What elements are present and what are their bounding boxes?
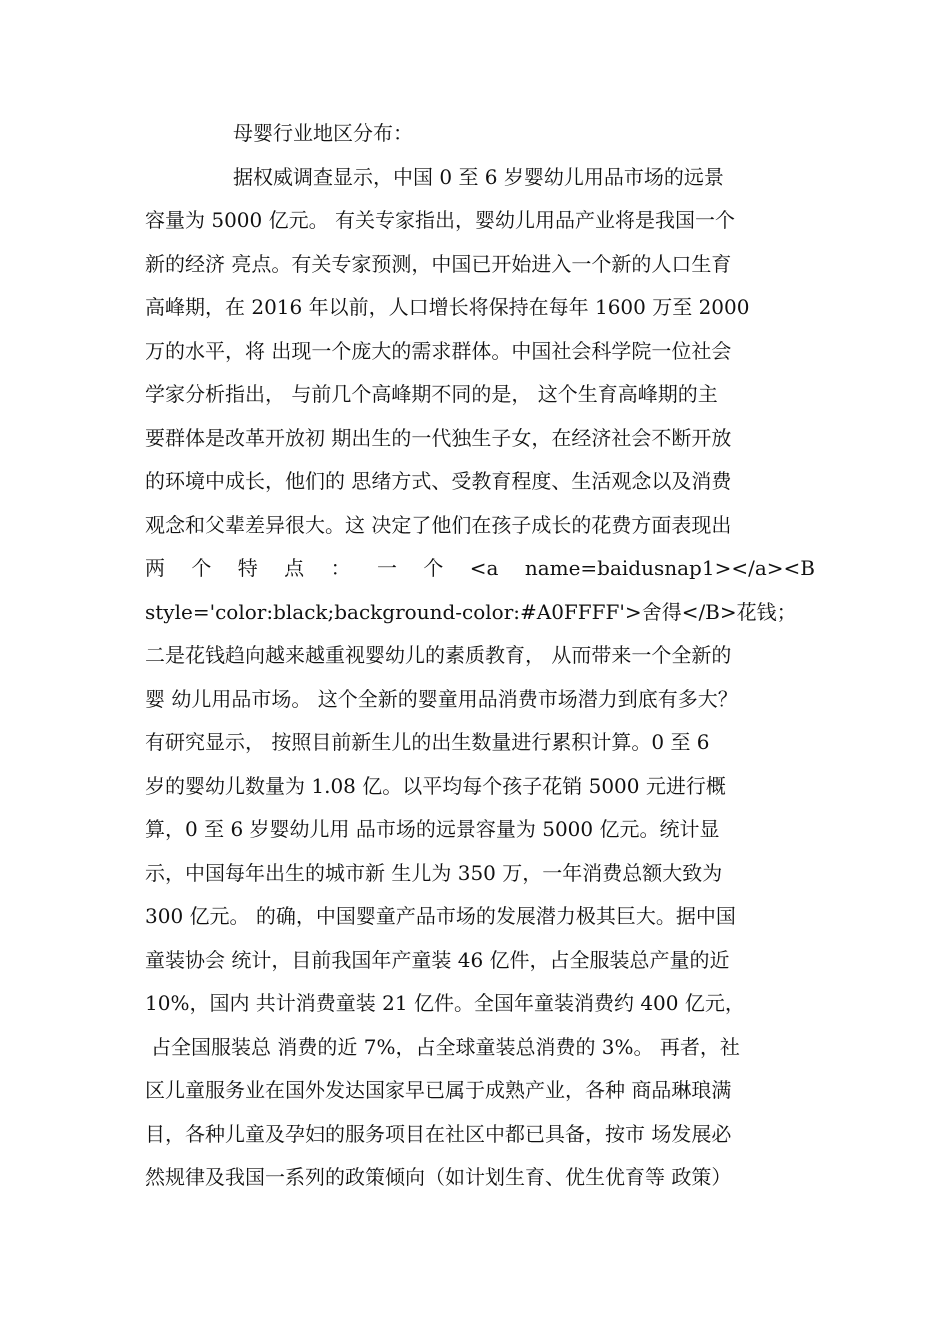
paragraph-line: 300 亿元。 的确，中国婴童产品市场的发展潜力极其巨大。据中国 bbox=[145, 904, 736, 928]
section-heading: 母婴行业地区分布： bbox=[233, 121, 413, 145]
paragraph-line: 新的经济 亮点。有关专家预测，中国已开始进入一个新的人口生育 bbox=[145, 251, 732, 276]
paragraph-line: 据权威调查显示，中国 0 至 6 岁婴幼儿用品市场的远景 bbox=[233, 164, 724, 189]
paragraph-line: 二是花钱趋向越来越重视婴幼儿的素质教育， 从而带来一个全新的 bbox=[145, 643, 732, 667]
justified-token: <a bbox=[469, 556, 499, 580]
paragraph-line: 的环境中成长，他们的 思绪方式、受教育程度、生活观念以及消费 bbox=[145, 469, 732, 493]
paragraph-line: style='color:black;background-color:#A0FFFF'>舍得</B>花钱； bbox=[145, 599, 797, 624]
paragraph-line: 容量为 5000 亿元。 有关专家指出，婴幼儿用品产业将是我国一个 bbox=[145, 208, 735, 232]
paragraph-line: 目，各种儿童及孕妇的服务项目在社区中都已具备，按市 场发展必 bbox=[145, 1121, 732, 1146]
justified-token: 一 bbox=[376, 556, 397, 580]
justified-token: ： bbox=[330, 556, 351, 580]
paragraph-line: 学家分析指出， 与前几个高峰期不同的是， 这个生育高峰期的主 bbox=[145, 382, 718, 406]
paragraph-line: 区儿童服务业在国外发达国家早已属于成熟产业，各种 商品琳琅满 bbox=[145, 1078, 732, 1102]
paragraph-line: 占全国服装总 消费的近 7%，占全球童装总消费的 3%。 再者，社 bbox=[151, 1034, 740, 1059]
paragraph-line: 示，中国每年出生的城市新 生儿为 350 万，一年消费总额大致为 bbox=[145, 860, 723, 885]
justified-token: 特 bbox=[237, 556, 258, 580]
paragraph-line: 观念和父辈差异很大。这 决定了他们在孩子成长的花费方面表现出 bbox=[145, 512, 732, 537]
paragraph-line: 高峰期，在 2016 年以前，人口增长将保持在每年 1600 万至 2000 bbox=[145, 295, 750, 319]
paragraph-line: 要群体是改革开放初 期出生的一代独生子女，在经济社会不断开放 bbox=[145, 425, 732, 450]
paragraph-line: 童装协会 统计，目前我国年产童装 46 亿件，占全服装总产量的近 bbox=[145, 947, 730, 972]
justified-token: name=baidusnap1></a><B bbox=[524, 556, 815, 580]
justified-line bbox=[145, 547, 815, 591]
document-body bbox=[145, 112, 815, 1200]
paragraph-line: 有研究显示， 按照目前新生儿的出生数量进行累积计算。0 至 6 bbox=[145, 730, 710, 754]
justified-token: 个 bbox=[423, 556, 444, 580]
justified-token: 两 bbox=[145, 556, 165, 580]
paragraph-line: 岁的婴幼儿数量为 1.08 亿。以平均每个孩子花销 5000 元进行概 bbox=[145, 773, 726, 798]
paragraph-line: 然规律及我国一系列的政策倾向（如计划生育、优生优育等 政策） bbox=[145, 1165, 732, 1189]
paragraph-line: 婴 幼儿用品市场。 这个全新的婴童用品消费市场潜力到底有多大？ bbox=[145, 686, 738, 711]
paragraph-line: 10%，国内 共计消费童装 21 亿件。全国年童装消费约 400 亿元， bbox=[145, 991, 745, 1015]
paragraph-line: 算，0 至 6 岁婴幼儿用 品市场的远景容量为 5000 亿元。统计显 bbox=[145, 817, 720, 841]
justified-token: 个 bbox=[191, 556, 212, 580]
paragraph-line: 万的水平，将 出现一个庞大的需求群体。中国社会科学院一位社会 bbox=[145, 338, 732, 363]
justified-token: 点 bbox=[284, 556, 305, 580]
